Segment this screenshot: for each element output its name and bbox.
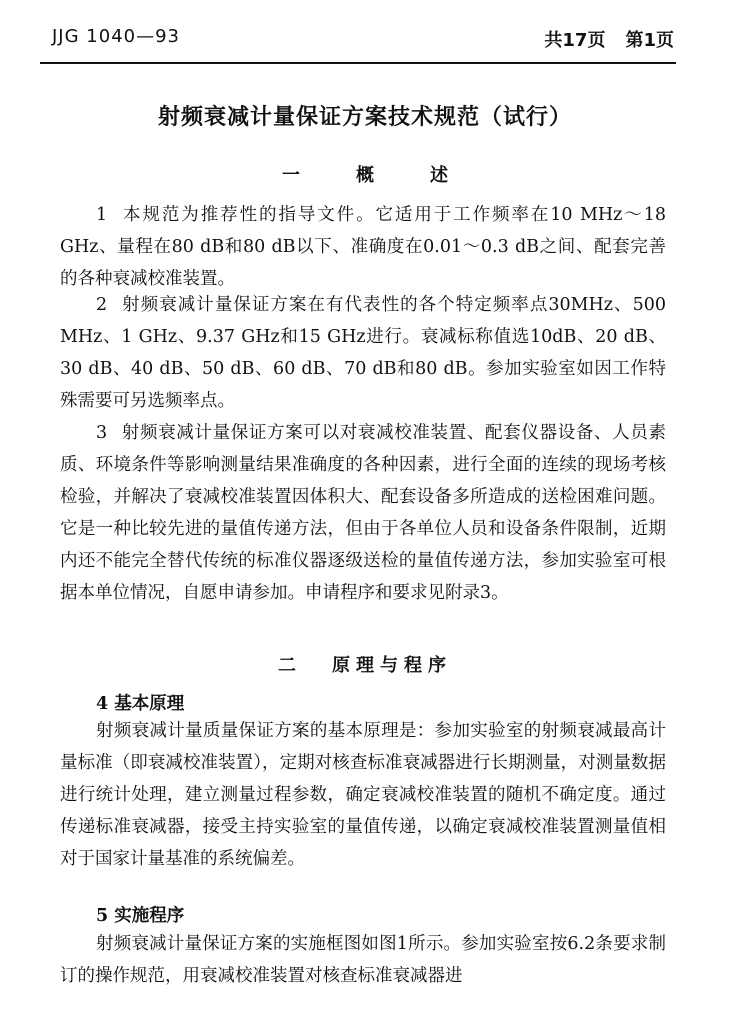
subsection-heading-procedure: 5 实施程序	[96, 906, 185, 926]
paragraph-2	[60, 289, 666, 417]
page-number: 第1页	[625, 30, 674, 51]
section-title-part2: 述	[430, 165, 448, 186]
total-pages: 共17页	[544, 30, 606, 51]
paragraph-number: 3	[96, 423, 108, 443]
paragraph-1	[60, 199, 666, 295]
section-number: 二	[278, 655, 302, 676]
page-count	[544, 26, 674, 52]
subsection-heading-basic-principle: 4 基本原理	[96, 694, 185, 714]
section-heading-principle	[0, 651, 730, 677]
document-title: 射频衰减计量保证方案技术规范（试行）	[157, 104, 572, 130]
paragraph-4: 射频衰减计量质量保证方案的基本原理是：参加实验室的射频衰减最高计量标准（即衰减校准装置），定期对核查标准衰减器进行长期测量，对测量数据进行统计处理，建立测量过程参数，确定衰减校准装置的随机不确定度。通过传递标准衰减器，接受主持实验室的量值传递，以确定衰减校准装置测量值相对于国家计量基准的系统偏差。	[60, 721, 666, 869]
paragraph-text: 射频衰减计量保证方案在有代表性的各个特定频率点30MHz、500 MHz、1 GHz、9.37 GHz和15 GHz进行。衰减标称值选10dB、20 dB、30 dB、40 dB、50 dB、60 dB、70 dB和80 dB。参加实验室如因工作特殊需要可另选频率点。	[60, 295, 666, 411]
standard-number: JJG 1040—93	[52, 26, 180, 47]
paragraph-number: 1	[96, 205, 108, 225]
paragraph-3	[60, 417, 666, 609]
paragraph-text: 射频衰减计量保证方案可以对衰减校准装置、配套仪器设备、人员素质、环境条件等影响测量结果准确度的各种因素，进行全面的连续的现场考核检验，并解决了衰减校准装置因体积大、配套设备多所造成的送检困难问题。它是一种比较先进的量值传递方法，但由于各单位人员和设备条件限制，近期内还不能完全替代传统的标准仪器逐级送检的量值传递方法，参加实验室可根据本单位情况，自愿申请参加。申请程序和要求见附录3。	[60, 423, 666, 603]
section-number: 一	[282, 165, 300, 186]
page-header	[52, 22, 674, 58]
header-rule	[40, 62, 676, 64]
section-title-part1: 概	[356, 165, 374, 186]
section-title: 原理与程序	[332, 655, 452, 676]
section-heading-overview	[0, 161, 730, 187]
paragraph-number: 2	[96, 295, 108, 315]
paragraph-5: 射频衰减计量保证方案的实施框图如图1所示。参加实验室按6.2条要求制订的操作规范，用衰减校准装置对核查标准衰减器进	[60, 934, 666, 986]
paragraph-text: 本规范为推荐性的指导文件。它适用于工作频率在10 MHz～18 GHz、量程在80 dB和80 dB以下、准确度在0.01～0.3 dB之间、配套完善的各种衰减校准装置。	[60, 205, 666, 289]
